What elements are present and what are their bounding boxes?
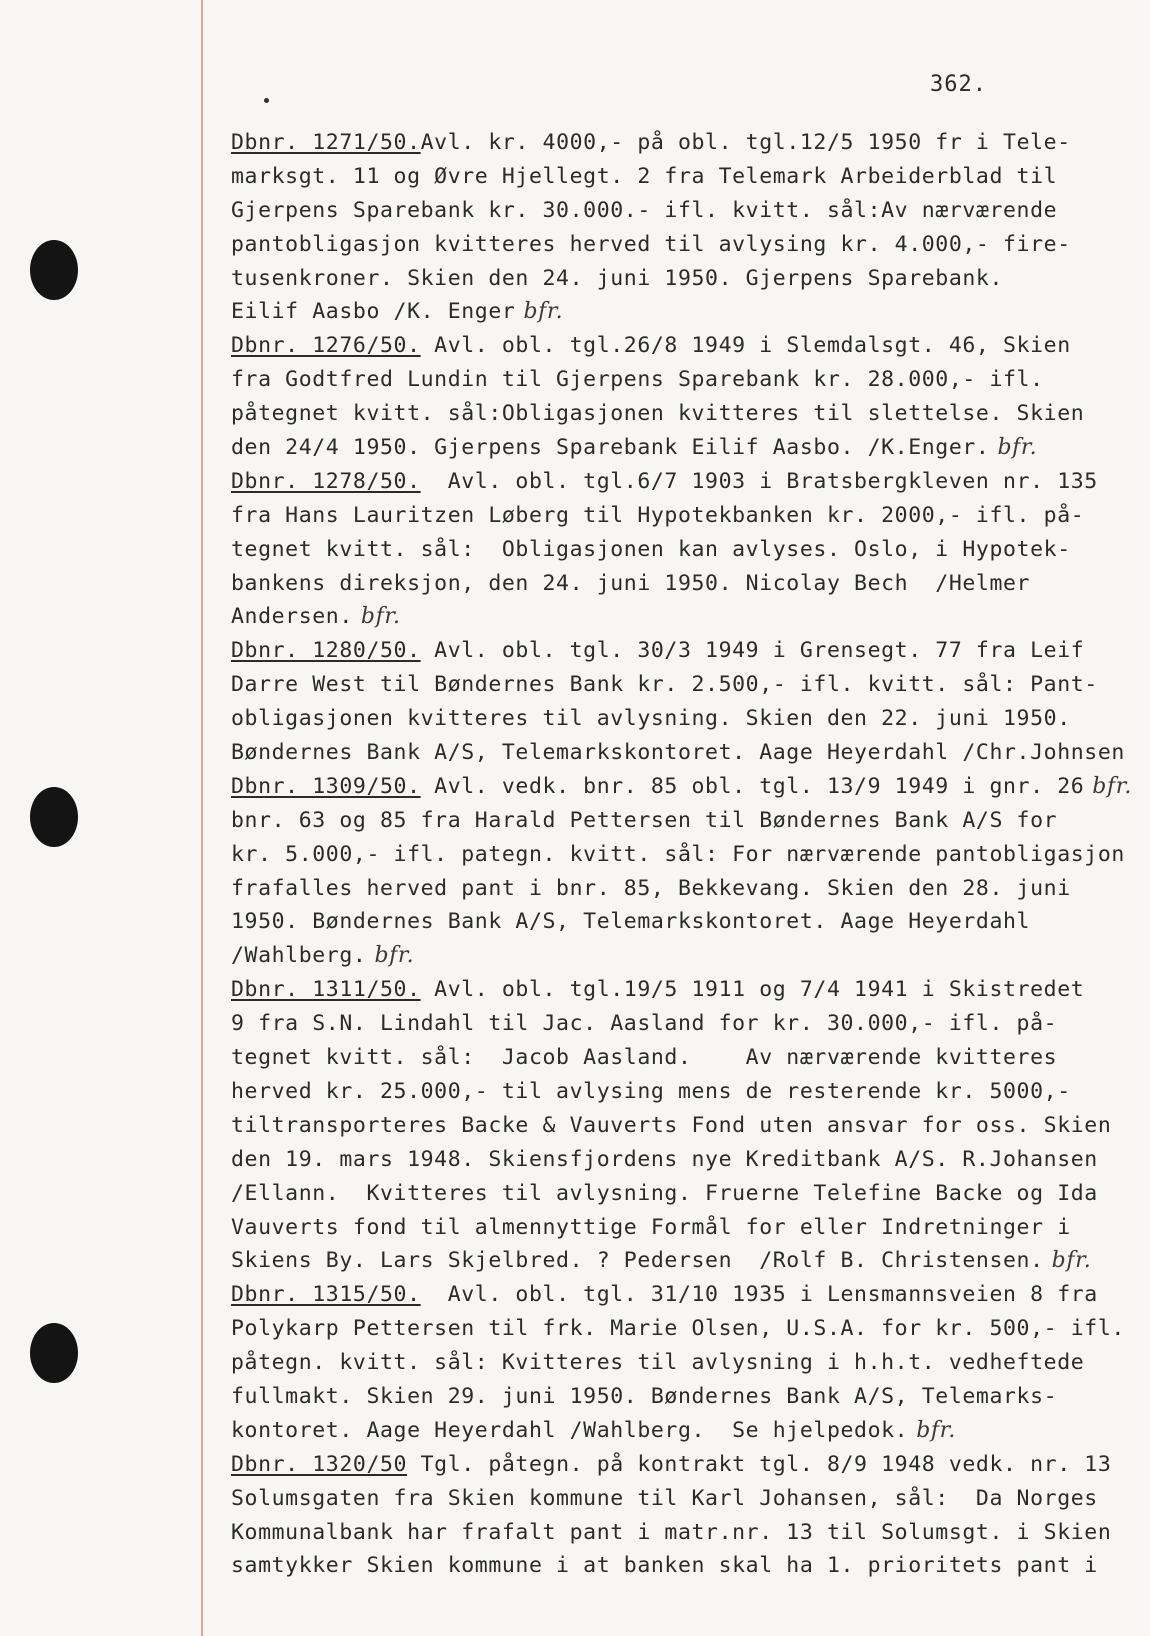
entry-1309 — [231, 770, 1131, 973]
handwritten-initials: bfr. — [523, 299, 564, 325]
handwritten-initials: bfr. — [916, 1417, 956, 1443]
entry-line: 1950. Bøndernes Bank A/S, Telemarkskontoret. Aage Heyerdahl — [231, 909, 1031, 935]
entry-text: Andersen. — [231, 604, 353, 630]
entry-line — [231, 1244, 1131, 1278]
entry-text: /Wahlberg. — [231, 943, 367, 969]
handwritten-initials: bfr. — [1051, 1248, 1092, 1274]
entry-line: påtegn. kvitt. sål: Kvitteres til avlysning i h.h.t. vedheftede — [231, 1350, 1085, 1376]
dbnr-ref: Dbnr. 1278/50. — [231, 468, 421, 494]
entry-line: fullmakt. Skien 29. juni 1950. Bøndernes Bank A/S, Telemarks- — [231, 1383, 1058, 1409]
entry-line — [231, 1448, 1131, 1482]
entry-line: Solumsgaten fra Skien kommune til Karl Johansen, sål: Da Norges — [231, 1485, 1098, 1511]
entry-line — [231, 1414, 1131, 1448]
entry-1278 — [231, 465, 1131, 634]
entry-line — [231, 973, 1131, 1007]
entry-line: 9 fra S.N. Lindahl til Jac. Aasland for kr. 30.000,- ifl. på- — [231, 1011, 1058, 1037]
entry-line — [231, 465, 1131, 499]
entry-line: tegnet kvitt. sål: Jacob Aasland. Av nærværende kvitteres — [231, 1045, 1058, 1071]
entry-text: Avl. obl. tgl.26/8 1949 i Slemdalsgt. 46, Skien — [420, 333, 1071, 359]
entry-line — [231, 329, 1131, 363]
entry-line: /Ellann. Kvitteres til avlysning. Fruerne Telefine Backe og Ida — [231, 1180, 1098, 1206]
entry-line: fra Hans Lauritzen Løberg til Hypotekbanken kr. 2000,- ifl. på- — [231, 502, 1085, 528]
entry-text: Avl. kr. 4000,- på obl. tgl.12/5 1950 fr i Tele- — [420, 130, 1071, 155]
entry-line: Gjerpens Sparebank kr. 30.000.- ifl. kvitt. sål:Av nærværende — [231, 197, 1058, 223]
entry-line: pantobligasjon kvitteres herved til avlysing kr. 4.000,- fire- — [231, 231, 1071, 257]
entry-line — [231, 295, 1131, 329]
entry-1311 — [231, 973, 1131, 1278]
entry-line: Bøndernes Bank A/S, Telemarkskontoret. Aage Heyerdahl /Chr.Johnsen — [231, 740, 1125, 766]
entry-text: Eilif Aasbo /K. Enger — [231, 299, 516, 325]
entry-line — [231, 939, 1131, 973]
punch-hole-top — [30, 240, 78, 300]
dbnr-ref: Dbnr. 1315/50. — [231, 1282, 421, 1308]
entry-line — [231, 431, 1131, 465]
entry-line: tiltransporteres Backe & Vauverts Fond uten ansvar for oss. Skien — [231, 1112, 1112, 1138]
stray-dot — [264, 98, 269, 103]
entry-line: Polykarp Pettersen til frk. Marie Olsen, U.S.A. for kr. 500,- ifl. — [231, 1316, 1125, 1342]
dbnr-ref: Dbnr. 1320/50 — [231, 1451, 408, 1477]
margin-line — [201, 0, 203, 1636]
entry-line — [231, 770, 1131, 804]
entry-line: herved kr. 25.000,- til avlysing mens de resterende kr. 5000,- — [231, 1078, 1071, 1104]
handwritten-initials: bfr. — [374, 943, 415, 969]
entry-1271 — [231, 126, 1131, 329]
entry-line — [231, 600, 1131, 634]
entry-line: Vauverts fond til almennyttige Formål for eller Indretninger i — [231, 1214, 1071, 1240]
dbnr-ref: Dbnr. 1271/50. — [231, 130, 421, 155]
entry-line: frafalles herved pant i bnr. 85, Bekkevang. Skien den 28. juni — [231, 875, 1071, 901]
entry-line — [231, 634, 1131, 668]
entry-line: Kommunalbank har frafalt pant i matr.nr. 13 til Solumsgt. i Skien — [231, 1519, 1112, 1545]
page-number: 362. — [930, 72, 987, 97]
dbnr-ref: Dbnr. 1311/50. — [231, 977, 421, 1003]
entry-line: bankens direksjon, den 24. juni 1950. Nicolay Bech /Helmer — [231, 570, 1031, 596]
entry-line: bnr. 63 og 85 fra Harald Pettersen til Bøndernes Bank A/S for — [231, 807, 1058, 833]
entry-line: Darre West til Bøndernes Bank kr. 2.500,- ifl. kvitt. sål: Pant- — [231, 672, 1098, 698]
entry-1276 — [231, 329, 1131, 465]
entry-text: Avl. vedk. bnr. 85 obl. tgl. 13/9 1949 i gnr. 26 — [420, 773, 1085, 799]
entries-list — [231, 126, 1131, 1583]
entry-line: påtegnet kvitt. sål:Obligasjonen kvitteres til slettelse. Skien — [231, 401, 1085, 427]
entry-1280 — [231, 634, 1131, 770]
entry-line — [231, 1278, 1131, 1312]
handwritten-initials: bfr. — [360, 604, 401, 630]
entry-text: Avl. obl. tgl.6/7 1903 i Bratsbergkleven nr. 135 — [420, 468, 1098, 494]
dbnr-ref: Dbnr. 1280/50. — [231, 638, 421, 664]
punch-hole-middle — [30, 787, 78, 847]
entry-text: den 24/4 1950. Gjerpens Sparebank Eilif Aasbo. /K.Enger. — [231, 435, 990, 461]
entry-line — [231, 126, 1131, 160]
dbnr-ref: Dbnr. 1276/50. — [231, 333, 421, 359]
entry-text: Skiens By. Lars Skjelbred. ? Pedersen /Rolf B. Christensen. — [231, 1248, 1044, 1274]
entry-line: samtykker Skien kommune i at banken skal ha 1. prioritets pant i — [231, 1553, 1098, 1579]
entry-1315 — [231, 1278, 1131, 1447]
entry-line: tusenkroner. Skien den 24. juni 1950. Gjerpens Sparebank. — [231, 265, 1004, 291]
entry-line: den 19. mars 1948. Skiensfjordens nye Kreditbank A/S. R.Johansen — [231, 1146, 1098, 1172]
handwritten-initials: bfr. — [997, 435, 1038, 461]
handwritten-initials: bfr. — [1092, 773, 1133, 799]
entry-text: kontoret. Aage Heyerdahl /Wahlberg. Se hjelpedok. — [231, 1417, 909, 1443]
entry-line: tegnet kvitt. sål: Obligasjonen kan avlyses. Oslo, i Hypotek- — [231, 536, 1071, 562]
entry-1320 — [231, 1448, 1131, 1584]
dbnr-ref: Dbnr. 1309/50. — [231, 773, 421, 799]
entry-text: Avl. obl. tgl. 30/3 1949 i Grensegt. 77 fra Leif — [420, 638, 1085, 664]
entry-line: fra Godtfred Lundin til Gjerpens Sparebank kr. 28.000,- ifl. — [231, 367, 1044, 393]
punch-hole-bottom — [30, 1323, 78, 1383]
entry-text: Avl. obl. tgl. 31/10 1935 i Lensmannsveien 8 fra — [420, 1282, 1098, 1308]
entry-line: kr. 5.000,- ifl. pategn. kvitt. sål: For nærværende pantobligasjon — [231, 841, 1125, 867]
entry-text: Avl. obl. tgl.19/5 1911 og 7/4 1941 i Skistredet — [420, 977, 1085, 1003]
entry-line: obligasjonen kvitteres til avlysning. Skien den 22. juni 1950. — [231, 706, 1071, 732]
entry-text: Tgl. påtegn. på kontrakt tgl. 8/9 1948 vedk. nr. 13 — [407, 1451, 1112, 1477]
entry-line: marksgt. 11 og Øvre Hjellegt. 2 fra Telemark Arbeiderblad til — [231, 163, 1058, 189]
